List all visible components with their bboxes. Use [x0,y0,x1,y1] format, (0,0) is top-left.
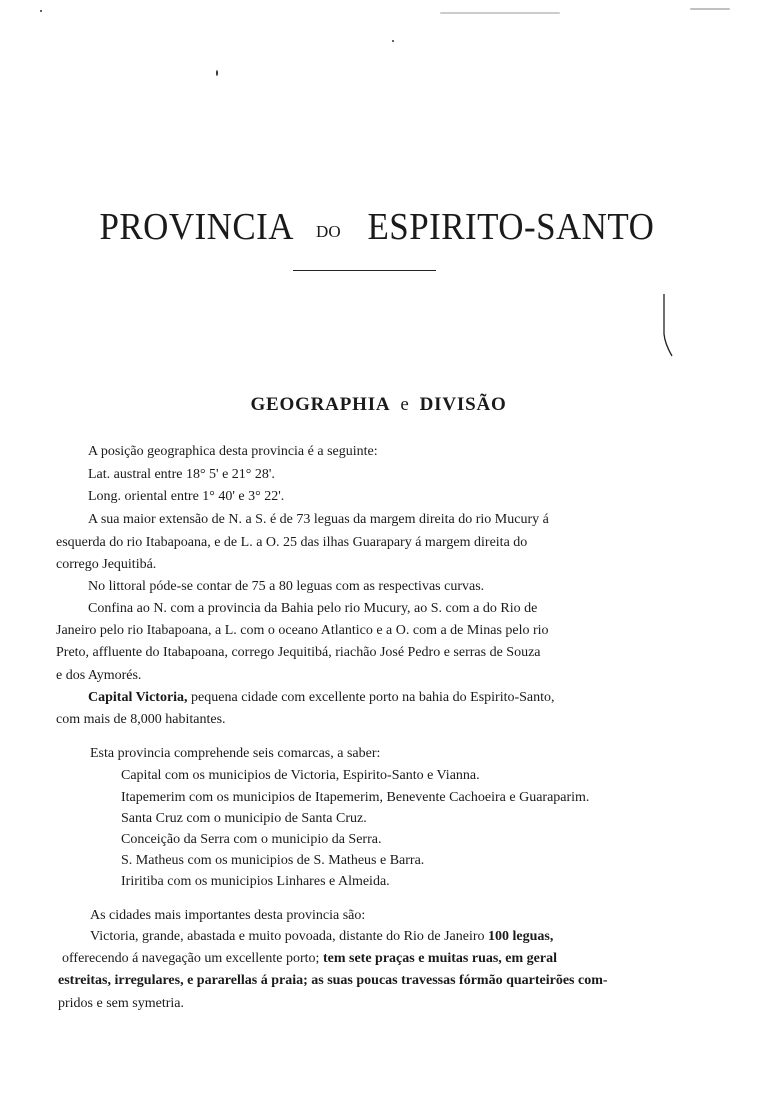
paragraph-line: Esta provincia comprehende seis comarcas, a saber: [90,746,381,761]
section-heading-divisao: DIVISÃO [419,394,507,415]
paragraph-line: A sua maior extensão de N. a S. é de 73 leguas da margem direita do rio Mucury á [88,512,549,527]
scan-speck [690,8,730,10]
comarca-item: S. Matheus com os municipios de S. Matheus e Barra. [121,853,425,868]
page-title [0,205,757,249]
paragraph-line [90,929,553,945]
paragraph-line: As cidades mais importantes desta provincia são: [90,908,366,923]
victoria-streets: tem sete praças e muitas ruas, em geral [322,951,557,966]
paragraph-line: estreitas, irregulares, e pararellas á praia; as suas poucas travessas fórmão quarteirões com- [58,973,608,988]
scan-speck [216,70,218,76]
paragraph-line [88,690,555,706]
capital-description: pequena cidade com excellente porto na bahia do Espirito-Santo, [187,690,555,705]
victoria-description: Victoria, grande, abastada e muito povoada, distante do Rio de Janeiro [90,929,489,944]
paragraph-line: A posição geographica desta provincia é a seguinte: [88,444,378,459]
paragraph-line: Long. oriental entre 1° 40' e 3° 22'. [88,489,285,504]
comarca-item: Conceição da Serra com o municipio da Serra. [121,832,382,847]
paragraph-line: com mais de 8,000 habitantes. [56,712,226,727]
margin-pen-stroke [652,292,682,362]
title-part-2: ESPIRITO-SANTO [367,206,654,248]
section-heading-geographia: GEOGRAPHIA [250,394,391,415]
paragraph-line: Janeiro pelo rio Itabapoana, a L. com o oceano Atlantico e a O. com a de Minas pelo rio [56,623,549,638]
comarca-item: Capital com os municipios de Victoria, Espirito-Santo e Vianna. [121,768,480,783]
capital-label: Capital Victoria, [88,690,188,705]
paragraph-line: Confina ao N. com a provincia da Bahia pelo rio Mucury, ao S. com a do Rio de [88,601,538,616]
paragraph-line: esquerda do rio Itabapoana, e de L. a O. 25 das ilhas Guarapary á margem direita do [56,535,528,550]
scan-speck [440,12,560,14]
paragraph-line: pridos e sem symetria. [58,996,184,1011]
victoria-distance: 100 leguas, [488,929,554,944]
paragraph-line: Preto, affluente do Itabapoana, corrego Jequitibá, riachão José Pedro e serras de Souza [56,645,541,660]
comarca-item: Itapemerim com os municipios de Itapemerim, Benevente Cachoeira e Guaraparim. [121,790,590,805]
paragraph-line: Lat. austral entre 18° 5' e 21° 28'. [88,467,275,482]
paragraph-line: No littoral póde-se contar de 75 a 80 leguas com as respectivas curvas. [88,579,485,594]
comarca-item: Santa Cruz com o municipio de Santa Cruz. [121,811,367,826]
section-heading [0,394,757,416]
scan-speck [392,40,394,42]
section-heading-conjunction: e [400,394,410,415]
title-part-1: PROVINCIA [99,206,294,248]
paragraph-line: e dos Aymorés. [56,668,142,683]
paragraph-line [62,951,557,967]
scan-speck [40,10,42,12]
victoria-port: offerecendo á navegação um excellente porto; [62,951,323,966]
title-connector: DO [316,221,341,241]
comarca-item: Iriritiba com os municipios Linhares e Almeida. [121,874,390,889]
paragraph-line: corrego Jequitibá. [56,557,157,572]
title-divider [293,270,436,271]
